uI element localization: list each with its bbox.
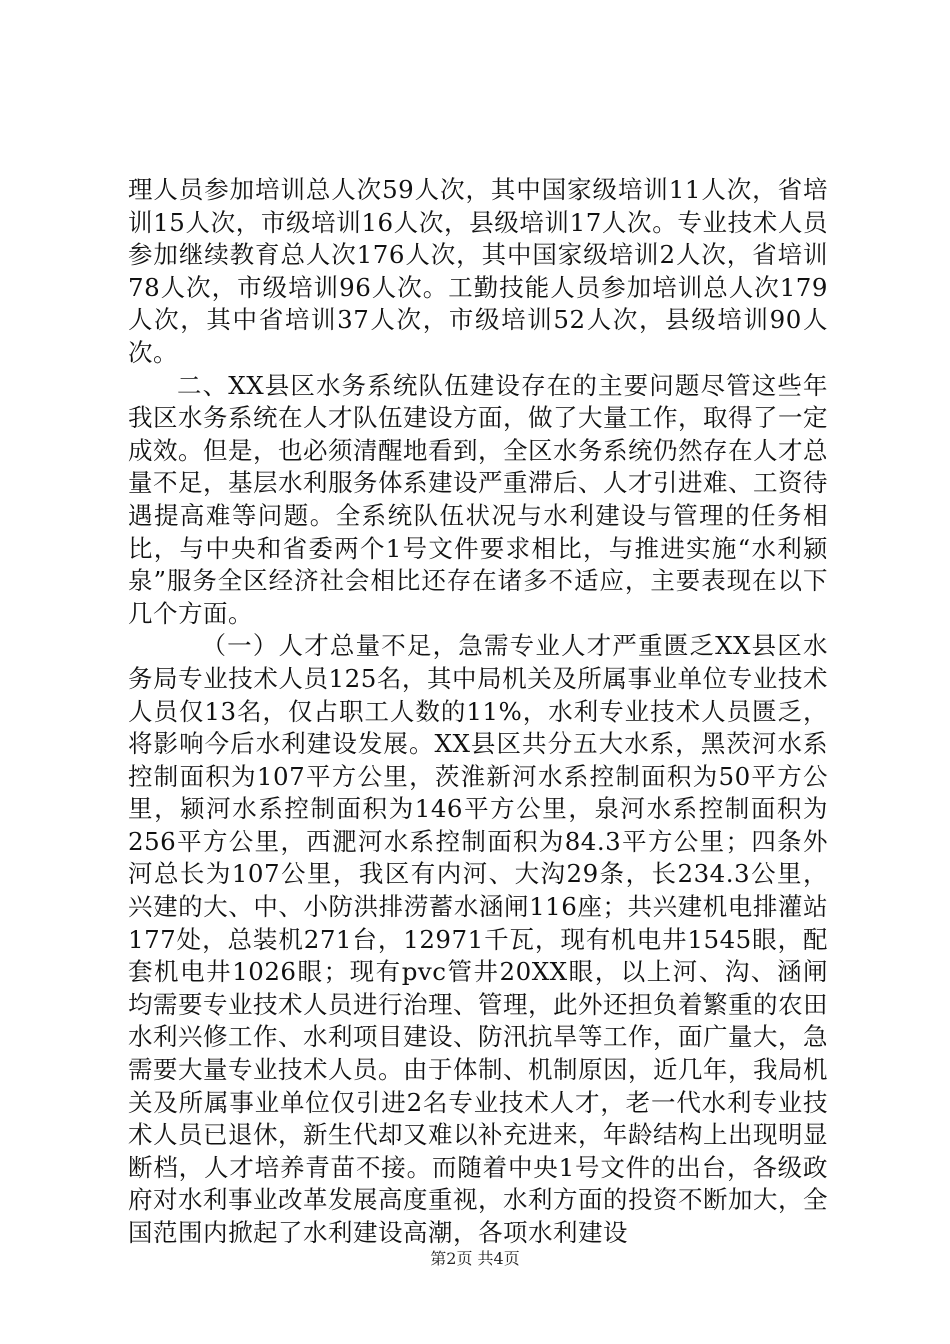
paragraph-1: 理人员参加培训总人次59人次，其中国家级培训11人次，省培训15人次，市级培训16人次，县级培训17人次。专业技术人员参加继续教育总人次176人次，其中国家级培训2人次，省培训78人次，市级培训96人次。工勤技能人员参加培训总人次179人次，其中省培训37人次，市级培训52人次，县级培训90人次。 <box>128 175 828 367</box>
paragraph-3: （一）人才总量不足，急需专业人才严重匮乏XX县区水务局专业技术人员125名，其中局机关及所属事业单位专业技术人员仅13名，仅占职工人数的11%，水利专业技术人员匮乏，将影响今后水利建设发展。XX县区共分五大水系，黑茨河水系控制面积为107平方公里，茨淮新河水系控制面积为50平方公里，颍河水系控制面积为146平方公里，泉河水系控制面积为256平方公里，西淝河水系控制面积为84.3平方公里；四条外河总长为107公里，我区有内河、大沟29条，长234.3公里，兴建的大、中、小防洪排涝蓄水涵闸116座；共兴建机电排灌站177处，总装机271台，12971千瓦，现有机电井1545眼，配套机电井1026眼；现有pvc管井20XX眼，以上河、沟、涵闸均需要专业技术人员进行治理、管理，此外还担负着繁重的农田水利兴修工作、水利项目建设、防汛抗旱等工作，面广量大，急需要大量专业技术人员。由于体制、机制原因，近几年，我局机关及所属事业单位仅引进2名专业技术人才，老一代水利专业技术人员已退休，新生代却又难以补充进来，年龄结构上出现明显断档，人才培养青苗不接。而随着中央1号文件的出台，各级政府对水利事业改革发展高度重视，水利方面的投资不断加大，全国范围内掀起了水利建设高潮，各项水利建设 <box>128 631 828 1247</box>
page-footer: 第2页 共4页 <box>430 1249 520 1268</box>
document-body <box>128 174 828 1250</box>
paragraph-2: 二、XX县区水务系统队伍建设存在的主要问题尽管这些年我区水务系统在人才队伍建设方面，做了大量工作，取得了一定成效。但是，也必须清醒地看到，全区水务系统仍然存在人才总量不足，基层水利服务体系建设严重滞后、人才引进难、工资待遇提高难等问题。全系统队伍状况与水利建设与管理的任务相比，与中央和省委两个1号文件要求相比，与推进实施“水利颍泉”服务全区经济社会相比还存在诸多不适应，主要表现在以下几个方面。 <box>128 370 828 628</box>
